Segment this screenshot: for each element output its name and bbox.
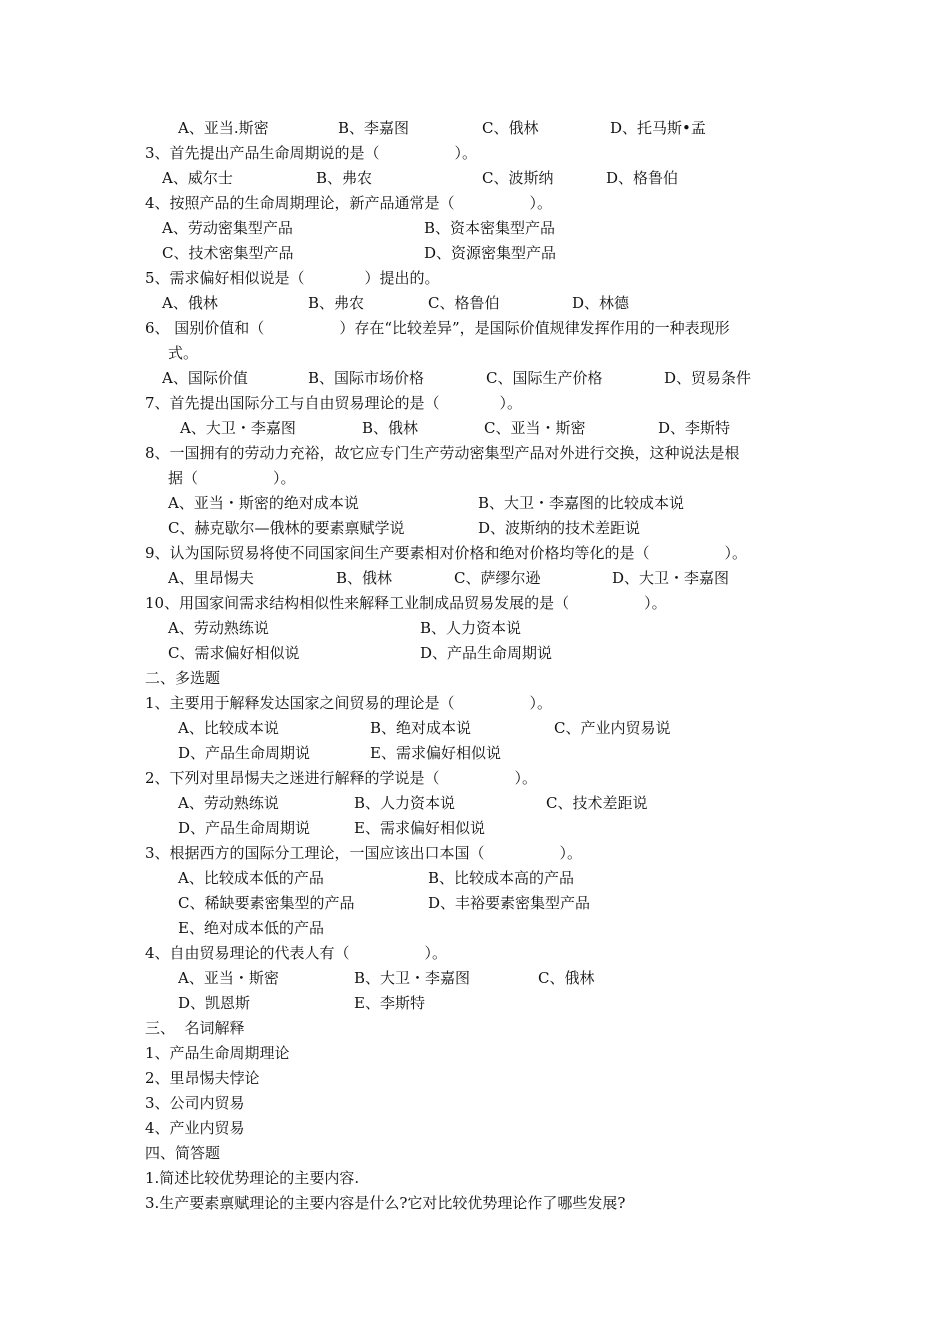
- text-line: A、劳动熟练说: [168, 619, 269, 637]
- text-line: C、格鲁伯: [428, 294, 500, 312]
- text-line: E、李斯特: [354, 994, 425, 1012]
- text-line: 3、首先提出产品生命周期说的是（ ）。: [145, 144, 478, 162]
- text-line: 式。: [168, 344, 199, 362]
- text-line: 2、里昂惕夫悖论: [145, 1069, 260, 1087]
- text-line: D、托马斯•孟: [610, 119, 706, 137]
- text-line: D、波斯纳的技术差距说: [478, 519, 641, 537]
- text-line: 三、 名词解释: [145, 1019, 245, 1037]
- text-line: D、凯恩斯: [178, 994, 251, 1012]
- text-line: 1、产品生命周期理论: [145, 1044, 290, 1062]
- text-line: A、亚当・斯密的绝对成本说: [168, 494, 359, 512]
- text-line: A、劳动密集型产品: [162, 219, 293, 237]
- text-line: B、绝对成本说: [370, 719, 472, 737]
- text-line: C、萨缪尔逊: [454, 569, 541, 587]
- text-line: B、俄林: [336, 569, 393, 587]
- text-line: D、产品生命周期说: [178, 744, 311, 762]
- text-line: C、亚当・斯密: [484, 419, 586, 437]
- text-line: C、技术密集型产品: [162, 244, 294, 262]
- text-line: 7、首先提出国际分工与自由贸易理论的是（ ）。: [145, 394, 523, 412]
- text-line: D、丰裕要素密集型产品: [428, 894, 591, 912]
- text-line: B、资本密集型产品: [424, 219, 556, 237]
- text-line: B、大卫・李嘉图: [354, 969, 471, 987]
- text-line: C、需求偏好相似说: [168, 644, 300, 662]
- text-line: D、大卫・李嘉图: [612, 569, 730, 587]
- text-line: D、李斯特: [658, 419, 731, 437]
- text-line: B、人力资本说: [354, 794, 456, 812]
- text-line: 1.简述比较优势理论的主要内容.: [145, 1169, 360, 1187]
- text-line: B、比较成本高的产品: [428, 869, 575, 887]
- text-line: 4、自由贸易理论的代表人有（ ）。: [145, 944, 448, 962]
- text-line: 5、需求偏好相似说是（ ）提出的。: [145, 269, 440, 287]
- text-line: C、稀缺要素密集型的产品: [178, 894, 355, 912]
- text-line: D、产品生命周期说: [420, 644, 553, 662]
- text-line: 二、多选题: [145, 669, 221, 687]
- text-line: 9、认为国际贸易将使不同国家间生产要素相对价格和绝对价格均等化的是（ ）。: [145, 544, 748, 562]
- text-line: A、比较成本低的产品: [178, 869, 324, 887]
- text-line: A、大卫・李嘉图: [180, 419, 296, 437]
- text-line: A、国际价值: [162, 369, 248, 387]
- text-line: 4、产业内贸易: [145, 1119, 245, 1137]
- text-line: 10、用国家间需求结构相似性来解释工业制成品贸易发展的是（ ）。: [145, 594, 667, 612]
- text-line: B、李嘉图: [338, 119, 410, 137]
- text-line: C、国际生产价格: [486, 369, 603, 387]
- text-line: A、里昂惕夫: [168, 569, 254, 587]
- text-line: C、波斯纳: [482, 169, 554, 187]
- text-line: A、亚当.斯密: [178, 119, 269, 137]
- text-line: E、绝对成本低的产品: [178, 919, 324, 937]
- text-line: D、格鲁伯: [606, 169, 679, 187]
- text-line: 3.生产要素禀赋理论的主要内容是什么?它对比较优势理论作了哪些发展?: [145, 1194, 626, 1212]
- text-line: A、亚当・斯密: [178, 969, 279, 987]
- text-line: A、比较成本说: [178, 719, 279, 737]
- text-line: 4、按照产品的生命周期理论，新产品通常是（ ）。: [145, 194, 553, 212]
- text-line: C、俄林: [482, 119, 539, 137]
- text-line: A、威尔士: [162, 169, 233, 187]
- text-line: A、俄林: [162, 294, 218, 312]
- text-line: D、资源密集型产品: [424, 244, 557, 262]
- text-line: E、需求偏好相似说: [370, 744, 501, 762]
- text-line: A、劳动熟练说: [178, 794, 279, 812]
- text-line: B、大卫・李嘉图的比较成本说: [478, 494, 685, 512]
- text-line: C、产业内贸易说: [554, 719, 671, 737]
- text-line: B、国际市场价格: [308, 369, 425, 387]
- text-line: 8、一国拥有的劳动力充裕，故它应专门生产劳动密集型产品对外进行交换，这种说法是根: [145, 444, 740, 462]
- text-line: C、赫克歇尔—俄林的要素禀赋学说: [168, 519, 405, 537]
- text-line: 据（ ）。: [168, 469, 296, 487]
- text-line: 3、公司内贸易: [145, 1094, 245, 1112]
- text-line: B、弗农: [308, 294, 365, 312]
- text-line: D、产品生命周期说: [178, 819, 311, 837]
- text-line: C、技术差距说: [546, 794, 648, 812]
- text-line: 3、根据西方的国际分工理论，一国应该出口本国（ ）。: [145, 844, 583, 862]
- text-line: 2、下列对里昂惕夫之迷进行解释的学说是（ ）。: [145, 769, 538, 787]
- text-line: E、需求偏好相似说: [354, 819, 485, 837]
- text-line: B、人力资本说: [420, 619, 522, 637]
- text-line: 1、主要用于解释发达国家之间贸易的理论是（ ）。: [145, 694, 553, 712]
- text-line: 四、简答题: [145, 1144, 221, 1162]
- text-line: D、林德: [572, 294, 630, 312]
- text-line: 6、 国别价值和（ ）存在“比较差异”，是国际价值规律发挥作用的一种表现形: [145, 319, 730, 337]
- text-line: B、俄林: [362, 419, 419, 437]
- text-line: C、俄林: [538, 969, 595, 987]
- text-line: D、贸易条件: [664, 369, 752, 387]
- text-line: B、弗农: [316, 169, 373, 187]
